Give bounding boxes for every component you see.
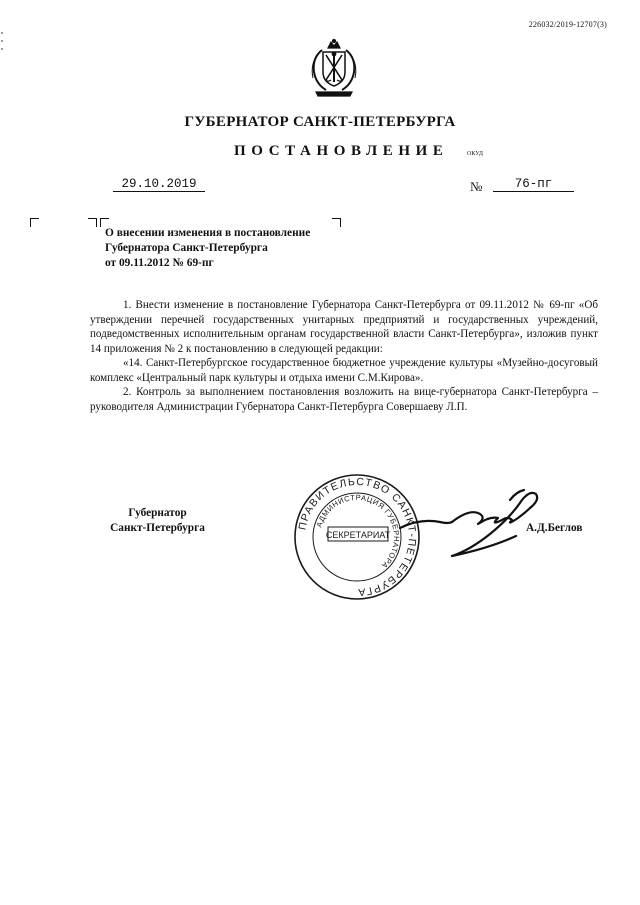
body-paragraph: 1. Внести изменение в постановление Губернатора Санкт-Петербурга от 09.11.2012 № 69-пг «Об утверждении перечней государственных унитарных предприятий и государственных учреждений, подведомственных исполнительным органам государственной власти Санкт-Петербурга», изложив пункт 14 приложения № 2 к постановлению в следующей редакции: [90,299,598,355]
stamp-center-text: СЕКРЕТАРИАТ [325,530,391,540]
document-number: 76-пг [493,177,574,192]
coat-of-arms-icon [304,38,364,100]
document-subject [105,226,310,271]
document-type-title: ПОСТАНОВЛЕНИЕ [234,143,449,159]
handwritten-signature [340,478,550,570]
organization-title: ГУБЕРНАТОР САНКТ-ПЕТЕРБУРГА [184,114,456,130]
document-date: 29.10.2019 [113,177,205,192]
margin-marks [0,30,6,54]
subject-line: от 09.11.2012 № 69-пг [105,257,214,269]
stamp-outer-text: ПРАВИТЕЛЬСТВО САНКТ-ПЕТЕРБУРГА [296,475,419,599]
subject-corner-top-right [332,218,341,227]
document-id: 226032/2019-12707(3) [528,20,607,29]
body-paragraph: «14. Санкт-Петербургское государственное бюджетное учреждение культуры «Музейно-досуговый комплекс «Центральный парк культуры и отдыха имени С.М.Кирова». [90,357,598,384]
document-body [90,298,598,414]
subject-corner-top-right-outer [88,218,97,227]
number-sign: № [470,179,483,194]
signatory-name: А.Д.Беглов [526,522,583,534]
stamp-inner-text: АДМИНИСТРАЦИЯ ГУБЕРНАТОРА [314,492,402,571]
subject-line: Губернатора Санкт-Петербурга [105,242,268,254]
signatory-title-line: Губернатор [128,507,187,519]
margin-corner-mark [30,218,39,227]
subject-line: О внесении изменения в постановление [105,227,311,239]
signatory-title-line: Санкт-Петербурга [110,522,205,534]
signatory-title [90,506,225,536]
okud-label: ОКУД [467,151,483,157]
body-paragraph: 2. Контроль за выполнением постановления возложить на вице-губернатора Санкт-Петербурга – руководителя Администрации Губернатора Санкт-Петербурга Совершаеву Л.П. [90,386,598,413]
